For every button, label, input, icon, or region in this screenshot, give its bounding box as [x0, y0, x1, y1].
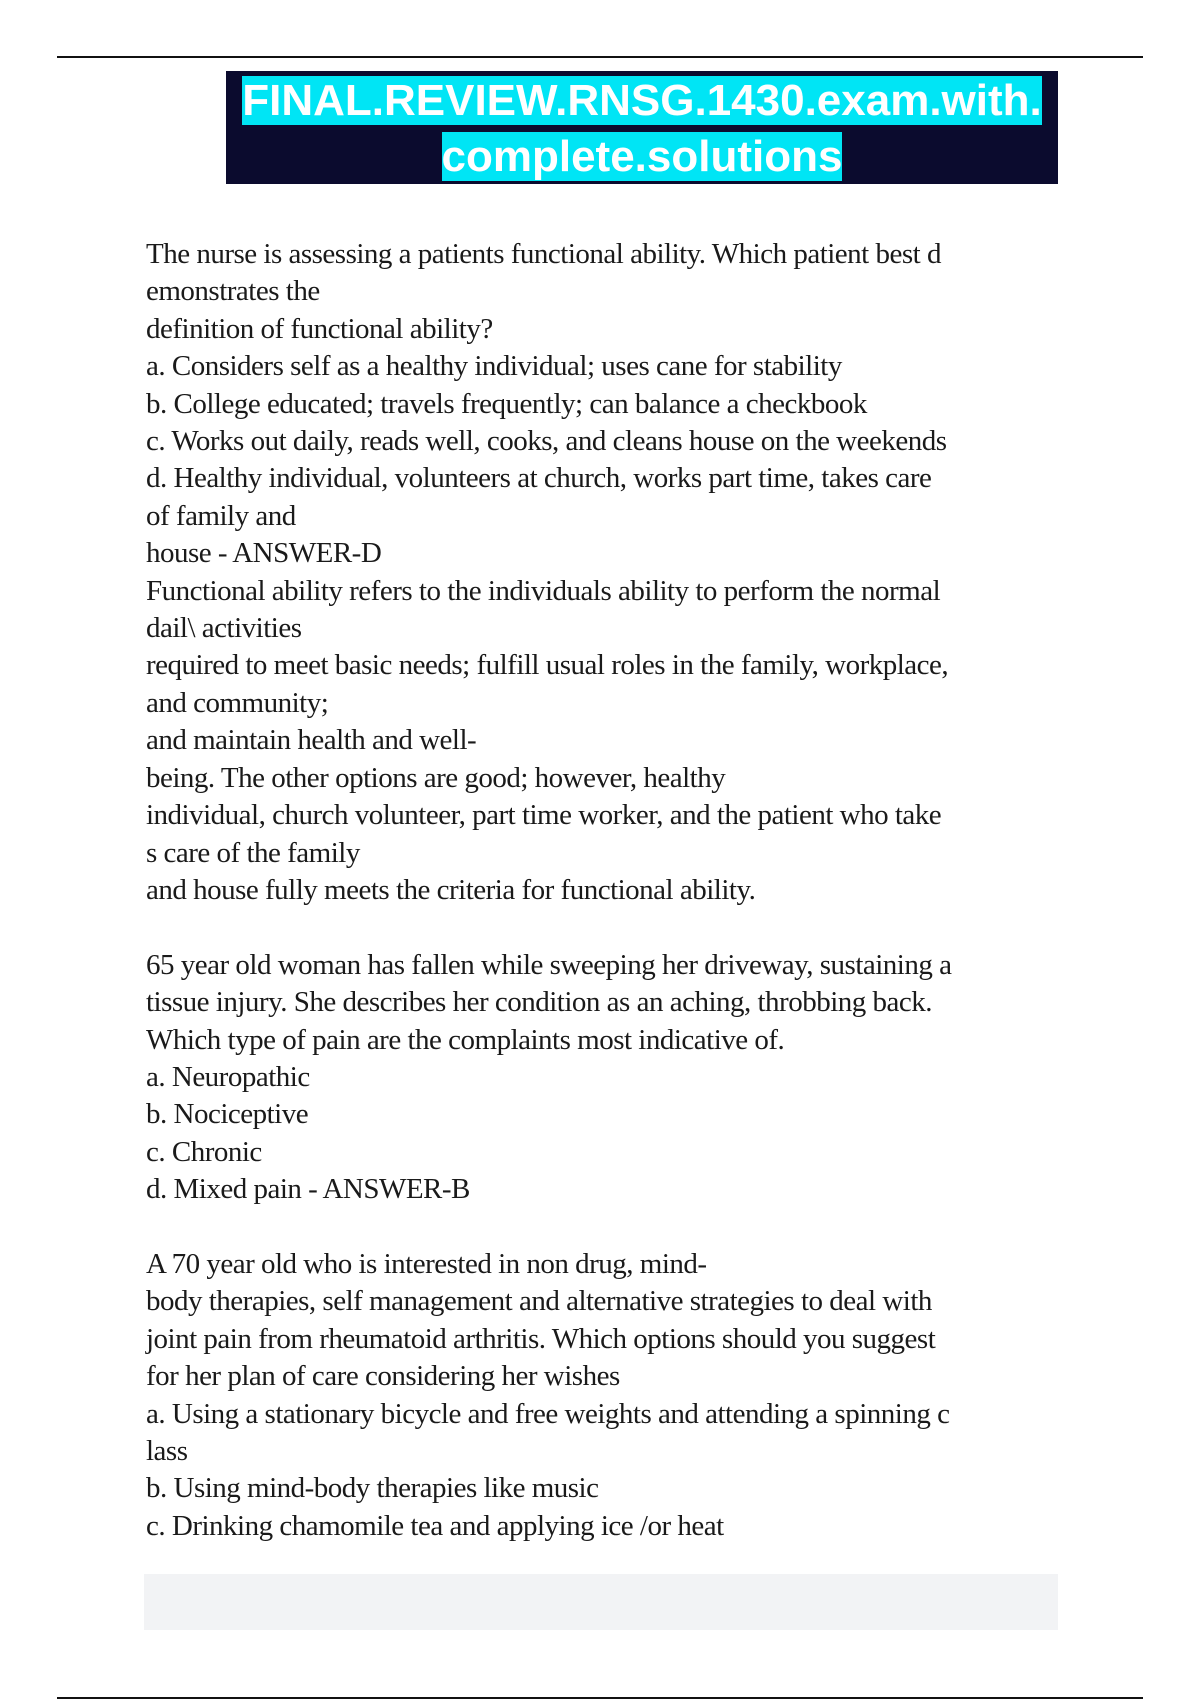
preview-footer-box [144, 1574, 1058, 1630]
question-1 [146, 236, 1076, 909]
text-line: for her plan of care considering her wishes [146, 1360, 620, 1393]
text-line: emonstrates the [146, 275, 320, 308]
option-c: c. Works out daily, reads well, cooks, and cleans house on the weekends [146, 425, 947, 458]
question-3 [146, 1246, 1076, 1545]
title-banner [226, 71, 1058, 184]
rationale-line: individual, church volunteer, part time worker, and the patient who take [146, 799, 942, 832]
rationale-line: dail\ activities [146, 612, 302, 645]
answer-line: d. Mixed pain - ANSWER-B [146, 1173, 470, 1206]
option-c: c. Drinking chamomile tea and applying ice /or heat [146, 1509, 724, 1542]
rationale-line: required to meet basic needs; fulfill usual roles in the family, workplace, [146, 649, 949, 682]
text-line: Which type of pain are the complaints most indicative of. [146, 1023, 785, 1056]
rationale-line: Functional ability refers to the individuals ability to perform the normal [146, 574, 941, 607]
option-c: c. Chronic [146, 1135, 262, 1168]
text-line: lass [146, 1434, 188, 1467]
question-2 [146, 947, 1076, 1209]
text-line: body therapies, self management and alternative strategies to deal with [146, 1285, 932, 1318]
option-b: b. College educated; travels frequently; can balance a checkbook [146, 387, 867, 420]
text-line: of family and [146, 499, 296, 532]
rationale-line: s care of the family [146, 836, 360, 869]
rationale-line: being. The other options are good; however, healthy [146, 761, 726, 794]
option-a: a. Considers self as a healthy individual; uses cane for stability [146, 350, 842, 383]
text-line: definition of functional ability? [146, 312, 493, 345]
text-line: tissue injury. She describes her condition as an aching, throbbing back. [146, 986, 933, 1019]
rationale-line: and maintain health and well- [146, 724, 477, 757]
text-line: A 70 year old who is interested in non drug, mind- [146, 1247, 707, 1280]
option-a: a. Using a stationary bicycle and free weights and attending a spinning c [146, 1397, 950, 1430]
option-b: b. Nociceptive [146, 1098, 309, 1131]
text-line: The nurse is assessing a patients functional ability. Which patient best d [146, 238, 941, 270]
answer-line: house - ANSWER-D [146, 537, 382, 570]
option-b: b. Using mind-body therapies like music [146, 1472, 599, 1505]
document-body [146, 236, 1076, 1583]
rationale-line: and house fully meets the criteria for functional ability. [146, 873, 756, 906]
top-rule [57, 56, 1143, 58]
option-d: d. Healthy individual, volunteers at church, works part time, takes care [146, 462, 932, 495]
document-title: FINAL.REVIEW.RNSG.1430.exam.with.complete.solutions [242, 76, 1042, 181]
text-line: joint pain from rheumatoid arthritis. Which options should you suggest [146, 1322, 936, 1355]
rationale-line: and community; [146, 686, 329, 719]
bottom-rule [57, 1697, 1143, 1699]
text-line: 65 year old woman has fallen while sweeping her driveway, sustaining a [146, 948, 952, 981]
option-a: a. Neuropathic [146, 1060, 310, 1093]
